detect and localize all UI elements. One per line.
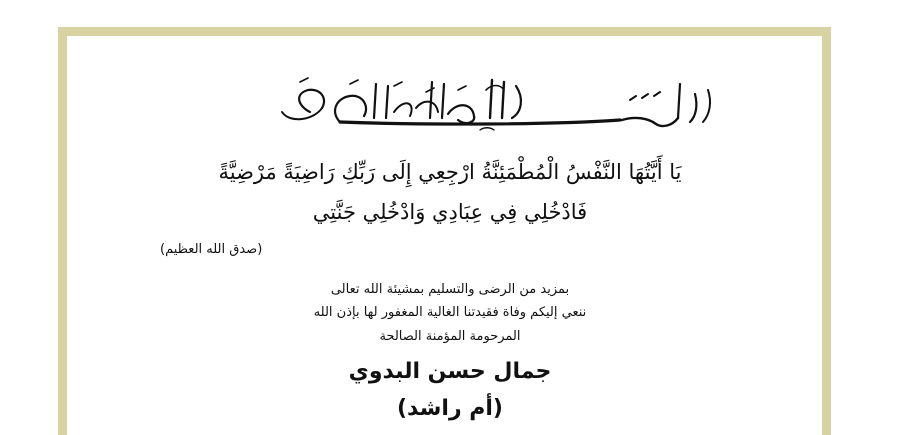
notice-line-3: المرحومة المؤمنة الصالحة — [379, 329, 521, 344]
verse-attribution: (صدق الله العظيم) — [160, 242, 263, 257]
deceased-kunya: (أم راشد) — [397, 396, 503, 421]
quran-verse-line-2: فَادْخُلِي فِي عِبَادِي وَادْخُلِي جَنَّتِي — [312, 200, 588, 224]
notice-line-2: ننعي إليكم وفاة فقيدتنا الغالية المغفور لها بإذن الله — [313, 305, 587, 320]
basmala-calligraphy — [190, 72, 720, 134]
deceased-name: جمال حسن البدوي — [348, 359, 552, 384]
notice-line-1: بمزيد من الرضى والتسليم بمشيئة الله تعالى — [330, 282, 570, 297]
quran-verse-line-1: يَا أَيَّتُهَا النَّفْسُ الْمُطْمَئِنَّةُ ارْجِعِي إِلَى رَبِّكِ رَاضِيَةً مَرْضِيَّةً — [218, 160, 682, 184]
